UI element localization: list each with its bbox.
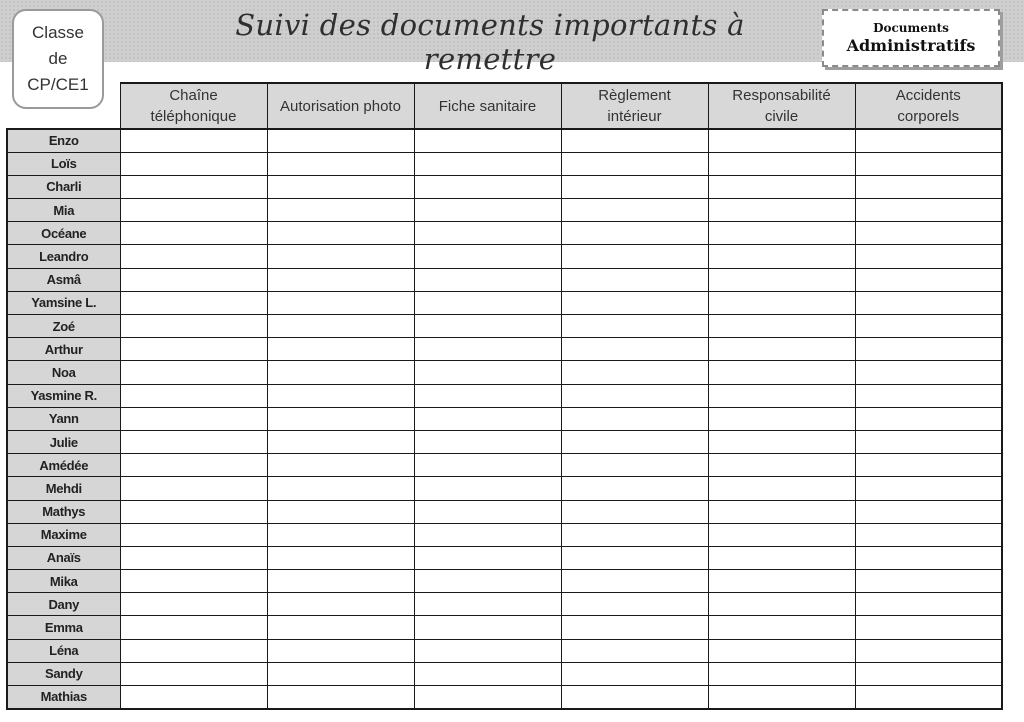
document-check-cell[interactable] — [708, 546, 855, 569]
document-check-cell[interactable] — [561, 175, 708, 198]
document-check-cell[interactable] — [267, 199, 414, 222]
table-row — [7, 593, 1002, 616]
document-check-cell[interactable] — [561, 245, 708, 268]
document-check-cell[interactable] — [267, 384, 414, 407]
document-check-cell[interactable] — [120, 454, 267, 477]
document-check-cell[interactable] — [855, 175, 1002, 198]
document-check-cell[interactable] — [267, 430, 414, 453]
table-row — [7, 616, 1002, 639]
documents-label-small: Documents — [873, 20, 949, 35]
document-check-cell[interactable] — [855, 477, 1002, 500]
document-check-cell[interactable] — [120, 523, 267, 546]
document-check-cell[interactable] — [120, 268, 267, 291]
document-check-cell[interactable] — [414, 616, 561, 639]
tracking-table — [6, 82, 1003, 710]
document-check-cell[interactable] — [708, 361, 855, 384]
document-check-cell[interactable] — [708, 500, 855, 523]
document-check-cell[interactable] — [120, 546, 267, 569]
document-check-cell[interactable] — [855, 430, 1002, 453]
document-check-cell[interactable] — [414, 593, 561, 616]
document-check-cell[interactable] — [708, 222, 855, 245]
student-name: Océane — [7, 222, 120, 245]
document-check-cell[interactable] — [708, 454, 855, 477]
table-row — [7, 222, 1002, 245]
document-check-cell[interactable] — [708, 477, 855, 500]
document-check-cell[interactable] — [267, 500, 414, 523]
document-check-cell[interactable] — [267, 639, 414, 662]
student-rows — [7, 129, 1002, 709]
table-row — [7, 384, 1002, 407]
table-row — [7, 477, 1002, 500]
student-name: Yamsine L. — [7, 291, 120, 314]
document-check-cell[interactable] — [120, 430, 267, 453]
table-row — [7, 686, 1002, 709]
document-check-cell[interactable] — [414, 222, 561, 245]
document-check-cell[interactable] — [708, 616, 855, 639]
document-check-cell[interactable] — [267, 129, 414, 152]
document-check-cell[interactable] — [120, 175, 267, 198]
document-check-cell[interactable] — [267, 222, 414, 245]
document-check-cell[interactable] — [414, 570, 561, 593]
table-row — [7, 199, 1002, 222]
document-check-cell[interactable] — [120, 616, 267, 639]
document-check-cell[interactable] — [708, 407, 855, 430]
document-check-cell[interactable] — [414, 454, 561, 477]
document-check-cell[interactable] — [855, 199, 1002, 222]
document-check-cell[interactable] — [855, 338, 1002, 361]
document-check-cell[interactable] — [267, 686, 414, 709]
document-check-cell[interactable] — [120, 593, 267, 616]
document-check-cell[interactable] — [267, 407, 414, 430]
document-check-cell[interactable] — [414, 407, 561, 430]
document-check-cell[interactable] — [708, 268, 855, 291]
document-check-cell[interactable] — [855, 291, 1002, 314]
document-check-cell[interactable] — [120, 639, 267, 662]
class-badge-line2: de — [48, 49, 68, 68]
student-name: Dany — [7, 593, 120, 616]
table-row — [7, 546, 1002, 569]
column-header-line1: Règlement — [598, 87, 671, 104]
document-check-cell[interactable] — [414, 500, 561, 523]
table-row — [7, 523, 1002, 546]
document-check-cell[interactable] — [561, 407, 708, 430]
document-check-cell[interactable] — [414, 338, 561, 361]
document-check-cell[interactable] — [120, 570, 267, 593]
document-check-cell[interactable] — [561, 570, 708, 593]
document-check-cell[interactable] — [708, 662, 855, 685]
document-check-cell[interactable] — [414, 686, 561, 709]
student-name: Sandy — [7, 662, 120, 685]
student-name: Mathys — [7, 500, 120, 523]
student-name: Zoé — [7, 315, 120, 338]
document-check-cell[interactable] — [414, 245, 561, 268]
document-check-cell[interactable] — [267, 477, 414, 500]
document-check-cell[interactable] — [267, 361, 414, 384]
document-check-cell[interactable] — [561, 338, 708, 361]
table-row — [7, 315, 1002, 338]
document-check-cell[interactable] — [120, 500, 267, 523]
document-check-cell[interactable] — [855, 315, 1002, 338]
document-check-cell[interactable] — [708, 245, 855, 268]
document-check-cell[interactable] — [855, 500, 1002, 523]
document-check-cell[interactable] — [708, 152, 855, 175]
table-row — [7, 129, 1002, 152]
column-header — [561, 83, 708, 129]
document-check-cell[interactable] — [708, 175, 855, 198]
student-name: Leandro — [7, 245, 120, 268]
document-check-cell[interactable] — [414, 199, 561, 222]
document-check-cell[interactable] — [855, 570, 1002, 593]
document-check-cell[interactable] — [120, 222, 267, 245]
document-check-cell[interactable] — [120, 407, 267, 430]
document-check-cell[interactable] — [708, 384, 855, 407]
class-badge-line3: CP/CE1 — [27, 75, 89, 94]
document-check-cell[interactable] — [267, 616, 414, 639]
document-check-cell[interactable] — [855, 616, 1002, 639]
document-check-cell[interactable] — [414, 546, 561, 569]
document-check-cell[interactable] — [414, 291, 561, 314]
student-name: Mika — [7, 570, 120, 593]
column-header — [414, 83, 561, 129]
document-check-cell[interactable] — [120, 315, 267, 338]
document-check-cell[interactable] — [855, 523, 1002, 546]
column-header — [120, 83, 267, 129]
document-check-cell[interactable] — [267, 454, 414, 477]
student-name: Arthur — [7, 338, 120, 361]
document-check-cell[interactable] — [267, 291, 414, 314]
table-row — [7, 570, 1002, 593]
header-row — [7, 83, 1002, 129]
document-check-cell[interactable] — [561, 384, 708, 407]
table-row — [7, 338, 1002, 361]
column-header — [708, 83, 855, 129]
document-check-cell[interactable] — [561, 616, 708, 639]
document-check-cell[interactable] — [414, 430, 561, 453]
table-row — [7, 407, 1002, 430]
document-check-cell[interactable] — [267, 338, 414, 361]
column-header-line2: corporels — [897, 108, 960, 125]
document-check-cell[interactable] — [120, 152, 267, 175]
student-name: Maxime — [7, 523, 120, 546]
documents-label-big: Administratifs — [846, 35, 976, 55]
table-row — [7, 662, 1002, 685]
document-check-cell[interactable] — [561, 639, 708, 662]
document-check-cell[interactable] — [267, 315, 414, 338]
document-check-cell[interactable] — [414, 129, 561, 152]
document-check-cell[interactable] — [120, 245, 267, 268]
column-header — [855, 83, 1002, 129]
document-check-cell[interactable] — [414, 315, 561, 338]
document-check-cell[interactable] — [855, 662, 1002, 685]
document-check-cell[interactable] — [414, 175, 561, 198]
document-check-cell[interactable] — [708, 315, 855, 338]
document-check-cell[interactable] — [561, 361, 708, 384]
table-row — [7, 361, 1002, 384]
student-name: Mia — [7, 199, 120, 222]
column-header-line1: Fiche sanitaire — [438, 97, 537, 115]
document-check-cell[interactable] — [561, 523, 708, 546]
document-check-cell[interactable] — [267, 546, 414, 569]
document-check-cell[interactable] — [708, 570, 855, 593]
document-check-cell[interactable] — [855, 593, 1002, 616]
document-check-cell[interactable] — [855, 639, 1002, 662]
column-header — [267, 83, 414, 129]
document-check-cell[interactable] — [120, 129, 267, 152]
document-check-cell[interactable] — [120, 199, 267, 222]
document-check-cell[interactable] — [855, 384, 1002, 407]
document-check-cell[interactable] — [708, 199, 855, 222]
document-check-cell[interactable] — [414, 639, 561, 662]
student-name: Mathias — [7, 686, 120, 709]
column-header-line2: intérieur — [607, 108, 662, 125]
document-check-cell[interactable] — [708, 686, 855, 709]
column-header-line1: Autorisation photo — [280, 97, 401, 115]
document-check-cell[interactable] — [855, 454, 1002, 477]
table-row — [7, 175, 1002, 198]
document-check-cell[interactable] — [708, 291, 855, 314]
table-row — [7, 454, 1002, 477]
document-check-cell[interactable] — [561, 477, 708, 500]
student-name: Yasmine R. — [7, 384, 120, 407]
class-badge-line1: Classe — [32, 23, 84, 42]
column-header-line2: téléphonique — [150, 108, 237, 125]
document-check-cell[interactable] — [855, 361, 1002, 384]
table-row — [7, 268, 1002, 291]
document-check-cell[interactable] — [120, 477, 267, 500]
document-check-cell[interactable] — [708, 593, 855, 616]
document-check-cell[interactable] — [267, 175, 414, 198]
student-name: Charli — [7, 175, 120, 198]
document-check-cell[interactable] — [120, 338, 267, 361]
document-check-cell[interactable] — [561, 129, 708, 152]
table-row — [7, 500, 1002, 523]
student-name: Enzo — [7, 129, 120, 152]
document-check-cell[interactable] — [855, 222, 1002, 245]
document-check-cell[interactable] — [708, 639, 855, 662]
column-header-line1: Responsabilité — [732, 87, 831, 104]
document-check-cell[interactable] — [561, 430, 708, 453]
student-name: Asmâ — [7, 268, 120, 291]
table-row — [7, 430, 1002, 453]
table-row — [7, 291, 1002, 314]
document-check-cell[interactable] — [855, 268, 1002, 291]
document-check-cell[interactable] — [267, 152, 414, 175]
document-check-cell[interactable] — [267, 593, 414, 616]
documents-label — [822, 9, 1000, 67]
document-check-cell[interactable] — [414, 152, 561, 175]
table-row — [7, 245, 1002, 268]
student-name: Julie — [7, 430, 120, 453]
student-name: Emma — [7, 616, 120, 639]
document-check-cell[interactable] — [267, 268, 414, 291]
document-check-cell[interactable] — [708, 523, 855, 546]
document-check-cell[interactable] — [120, 384, 267, 407]
student-name: Anaïs — [7, 546, 120, 569]
document-check-cell[interactable] — [561, 454, 708, 477]
student-name: Yann — [7, 407, 120, 430]
document-check-cell[interactable] — [855, 686, 1002, 709]
document-check-cell[interactable] — [561, 500, 708, 523]
document-check-cell[interactable] — [414, 384, 561, 407]
document-check-cell[interactable] — [120, 361, 267, 384]
column-header-line1: Accidents — [895, 87, 961, 104]
document-check-cell[interactable] — [561, 152, 708, 175]
student-name: Noa — [7, 361, 120, 384]
student-name: Mehdi — [7, 477, 120, 500]
document-check-cell[interactable] — [414, 477, 561, 500]
document-check-cell[interactable] — [414, 662, 561, 685]
document-check-cell[interactable] — [561, 662, 708, 685]
table-row — [7, 639, 1002, 662]
document-check-cell[interactable] — [267, 523, 414, 546]
document-check-cell[interactable] — [561, 222, 708, 245]
column-header-line2: civile — [764, 108, 799, 125]
document-check-cell[interactable] — [855, 245, 1002, 268]
student-name: Loïs — [7, 152, 120, 175]
document-check-cell[interactable] — [120, 686, 267, 709]
student-name: Léna — [7, 639, 120, 662]
document-check-cell[interactable] — [120, 662, 267, 685]
document-check-cell[interactable] — [855, 129, 1002, 152]
document-check-cell[interactable] — [414, 268, 561, 291]
document-check-cell[interactable] — [120, 291, 267, 314]
corner-cell — [7, 83, 120, 129]
document-check-cell[interactable] — [855, 152, 1002, 175]
document-check-cell[interactable] — [561, 315, 708, 338]
document-check-cell[interactable] — [561, 199, 708, 222]
document-check-cell[interactable] — [561, 291, 708, 314]
column-header-line1: Chaîne — [169, 87, 218, 104]
page-title: Suivi des documents importants à remettre — [235, 8, 745, 76]
document-check-cell[interactable] — [267, 662, 414, 685]
document-check-cell[interactable] — [414, 361, 561, 384]
document-check-cell[interactable] — [267, 245, 414, 268]
document-check-cell[interactable] — [708, 338, 855, 361]
document-check-cell[interactable] — [708, 129, 855, 152]
document-check-cell[interactable] — [855, 546, 1002, 569]
document-check-cell[interactable] — [414, 523, 561, 546]
document-check-cell[interactable] — [855, 407, 1002, 430]
document-check-cell[interactable] — [561, 546, 708, 569]
document-check-cell[interactable] — [561, 268, 708, 291]
student-name: Amédée — [7, 454, 120, 477]
document-check-cell[interactable] — [267, 570, 414, 593]
table-row — [7, 152, 1002, 175]
document-check-cell[interactable] — [561, 686, 708, 709]
document-check-cell[interactable] — [708, 430, 855, 453]
document-check-cell[interactable] — [561, 593, 708, 616]
